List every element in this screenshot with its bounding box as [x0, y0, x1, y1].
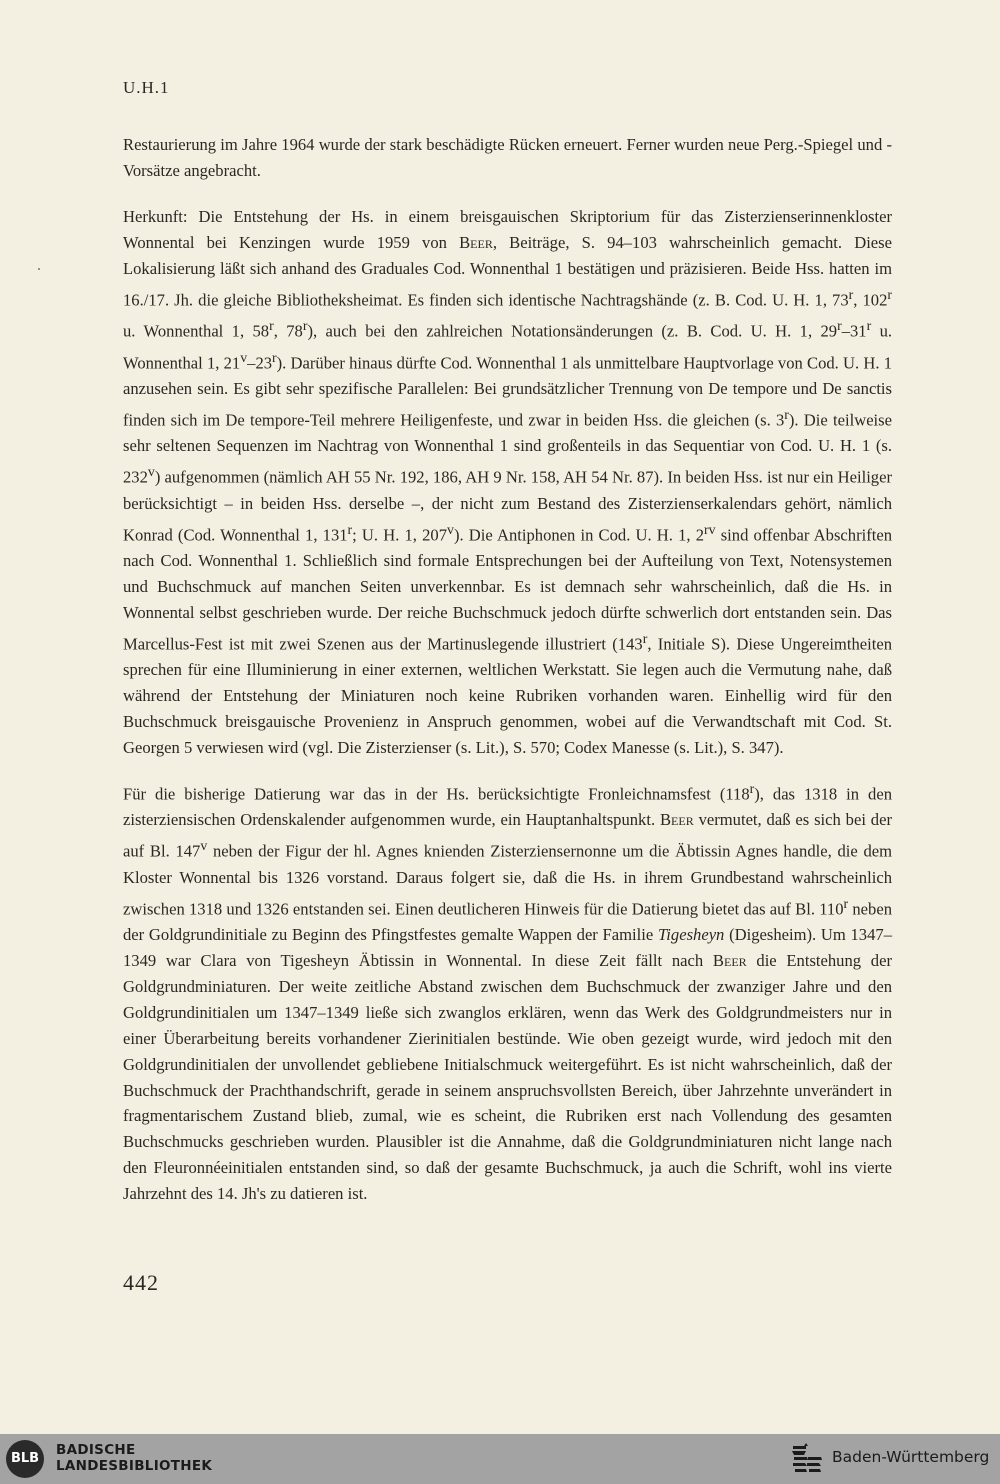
running-header: U.H.1: [123, 78, 170, 97]
paragraph-restoration: Restaurierung im Jahre 1964 wurde der stark beschädigte Rücken erneuert. Ferner wurden neue Perg.-Spiegel und -Vorsätze angebracht.: [123, 135, 892, 180]
footer-bar: [0, 1434, 1000, 1484]
page-number: 442: [123, 1270, 159, 1295]
blb-name[interactable]: BADISCHE LANDESBIBLIOTHEK: [56, 1442, 213, 1474]
family-name: Tigesheyn: [657, 925, 725, 945]
coat-of-arms-lions-icon: [790, 1441, 824, 1477]
bw-name[interactable]: Baden-Württemberg: [832, 1448, 990, 1466]
author-beer: Beer: [659, 810, 694, 830]
paragraph-provenance: Herkunft: Die Entstehung der Hs. in einem breisgauischen Skriptorium für das Zisterzienserinnenkloster Wonnental bei Kenzingen wurde 1959 von Beer, Beiträge, S. 94–103 wahrscheinlich gemacht. Diese Lokalisierung läßt sich anhand des Graduales Cod. Wonnenthal 1 bestätigen und präzisieren. Beide Hss. hatten im 16./17. Jh. die gleiche Bibliotheksheimat. Es finden sich identische Nachtragshände (z. B. Cod. U. H. 1, 73$^r$, 102$^r$ u. Wonnenthal 1, 58$^r$, 78$^r$), auch bei den zahlreichen Notationsänderungen (z. B. Cod. U. H. 1, 29$^r$–31$^r$ u. Wonnenthal 1, 21$^v$–23$^r$). Darüber hinaus dürfte Cod. Wonnenthal 1 als unmittelbare Hauptvorlage von Cod. U. H. 1 anzusehen sein. Es gibt sehr spezifische Parallelen: Bei grundsätzlicher Trennung von De tempore und De sanctis finden sich im De tempore-Teil mehrere Heiligenfeste, und zwar in beiden Hss. die gleichen (s. 3$^r$). Die teilweise sehr seltenen Sequenzen im Nachtrag von Wonnenthal 1 sind großenteils in das Sequentiar von Cod. U. H. 1 (s. 232$^v$) aufgenommen (nämlich AH 55 Nr. 192, 186, AH 9 Nr. 158, AH 54 Nr. 87). In beiden Hss. ist nur ein Heiliger berücksichtigt – in beiden Hss. derselbe –, der nicht zum Bestand des Zisterzienserkalendars gehört, nämlich Konrad (Cod. Wonnenthal 1, 131$^r$; U. H. 1, 207$^v$). Die Antiphonen in Cod. U. H. 1, $2^{rv}$ sind offenbar Abschriften nach Cod. Wonnenthal 1. Schließlich sind formale Entsprechungen bei der Aufteilung von Text, Notensystemen und Buchschmuck auf manchen Seiten unverkennbar. Es ist demnach sehr wahrscheinlich, daß die Hs. in Wonnental selbst geschrieben wurde. Der reiche Buchschmuck jedoch dürfte schwerlich dort entstanden sein. Das Marcellus-Fest ist mit zwei Szenen aus der Martinuslegende illustriert (143$^r$, Initiale S). Diese Ungereimtheiten sprechen für eine Illuminierung in einer externen, weltlichen Werkstatt. Sie legen auch die Vermutung nahe, daß während der Entstehung der Miniaturen noch keine Rubriken vorhanden waren. Einhellig wird für den Buchschmuck breisgauische Provenienz in Anspruch genommen, wobei auf die Verwandtschaft mit Cod. St. Georgen 5 verwiesen wird (vgl. Die Zisterzienser (s. Lit.), S. 570; Codex Manesse (s. Lit.), S. 347).: [123, 207, 893, 757]
blb-logo[interactable]: BLB: [6, 1440, 44, 1478]
margin-speck: [38, 268, 40, 270]
author-beer: Beer: [459, 232, 493, 252]
author-beer: Beer: [712, 951, 747, 971]
paragraph-dating: Für die bisherige Datierung war das in der Hs. berücksichtigte Fronleichnamsfest (118$^r$), das 1318 in den zisterziensischen Ordenskalender aufgenommen wurde, ein Hauptanhaltspunkt. Beer vermutet, daß es sich bei der auf Bl. 147$^v$ neben der Figur der hl. Agnes knienden Zisterziensernonne um die Äbtissin Agnes handle, die dem Kloster Wonnental bis 1326 vorstand. Daraus folgert sie, daß die Hs. in ihrem Grundbestand wahrscheinlich zwischen 1318 und 1326 entstanden sei. Einen deutlicheren Hinweis für die Datierung bietet das auf Bl. 110$^r$ neben der Goldgrundinitiale zu Beginn des Pfingstfestes gemalte Wappen der Familie Tigesheyn (Digesheim). Um 1347–1349 war Clara von Tigesheyn Äbtissin in Wonnental. In diese Zeit fällt nach Beer die Entstehung der Goldgrundminiaturen. Der weite zeitliche Abstand zwischen dem Buchschmuck der zwanziger Jahre und den Goldgrundinitialen um 1347–1349 ließe sich zwanglos erklären, wenn das Werk des Goldgrundmeisters nur in einer Überarbeitung bereits vorhandener Zierinitialen bestünde. Wie oben gezeigt wurde, wird jedoch mit den Goldgrundinitialen der unvollendet gebliebene Initialschmuck weitergeführt. Es ist nicht wahrscheinlich, daß der Buchschmuck der Prachthandschrift, gerade in seinem anspruchsvollsten Bereich, über Jahrzehnte unverändert in fragmentarischem Zustand blieb, zumal, wie es scheint, die Rubriken erst nach Vollendung des gesamten Buchschmucks geschrieben wurden. Plausibler ist die Annahme, daß die Goldgrundminiaturen nicht lange nach den Fleuronnéeinitialen entstanden sind, so daß der gesamte Buchschmuck, ja auch die Schrift, wohl ins vierte Jahrzehnt des 14. Jh's zu datieren ist.: [123, 781, 893, 1204]
